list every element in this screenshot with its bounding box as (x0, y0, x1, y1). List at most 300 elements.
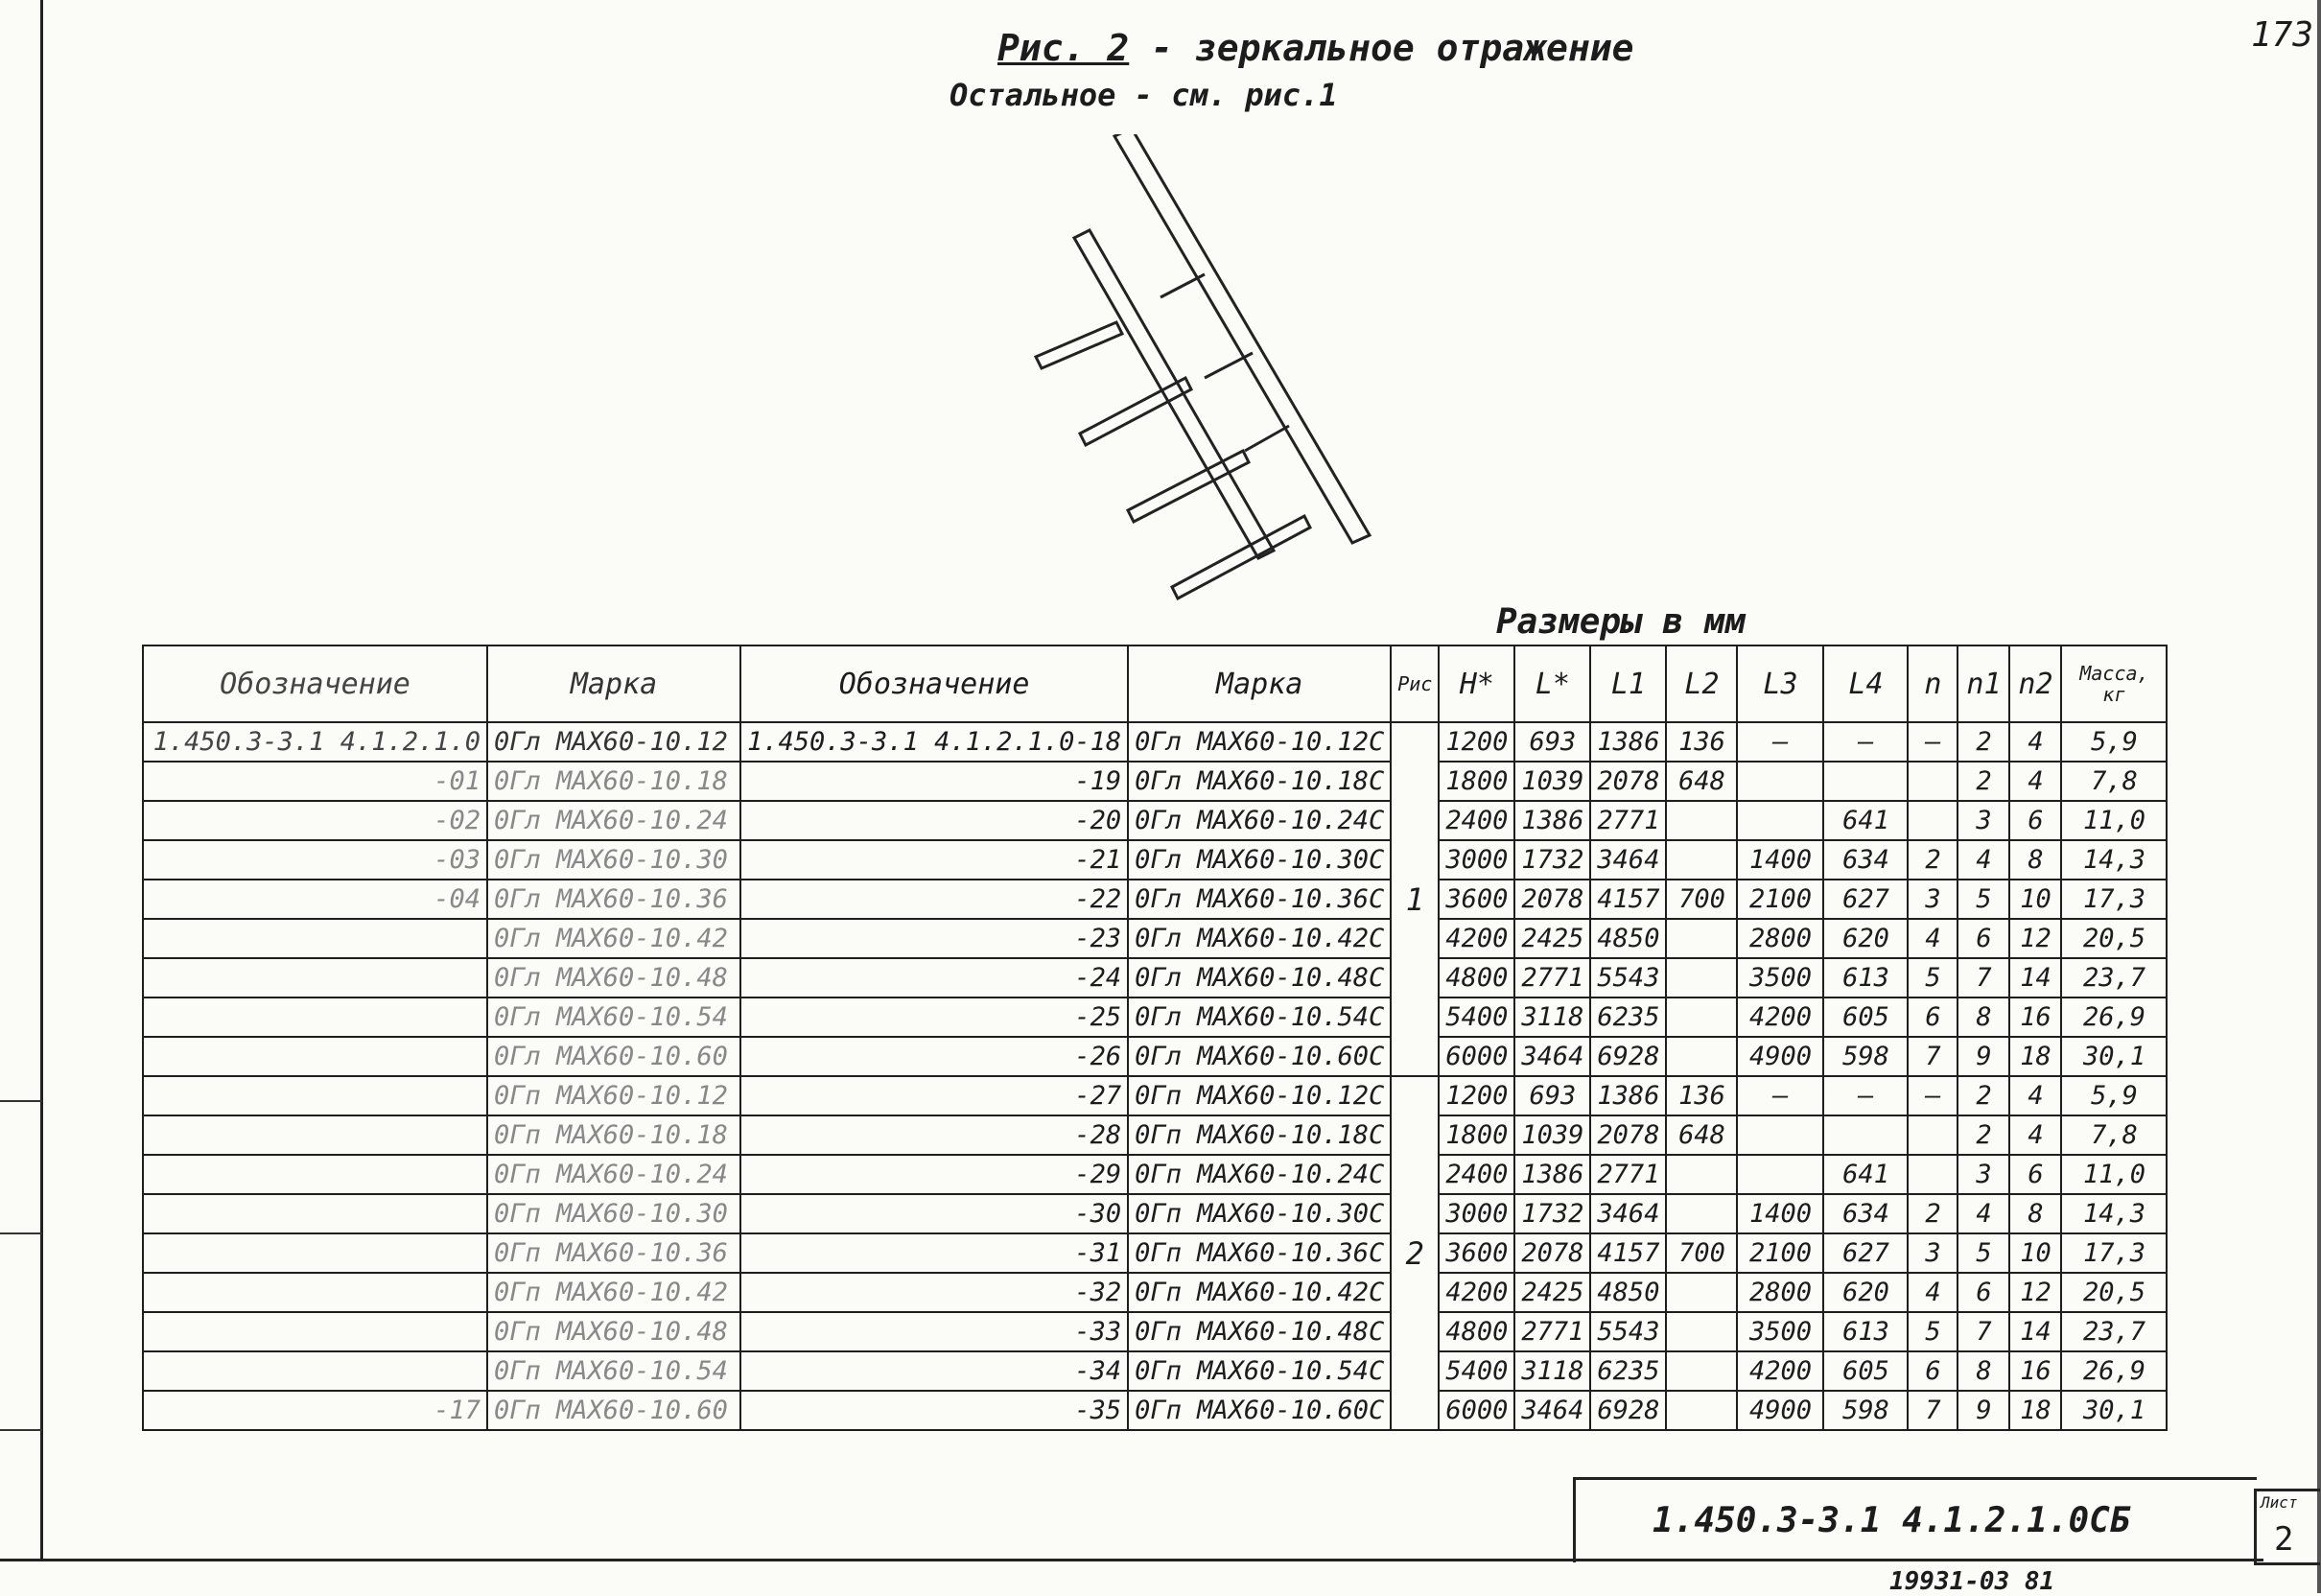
table-row (143, 1312, 2167, 1351)
ris-cell: 2 (1391, 1076, 1439, 1430)
table-cell: 4157 (1590, 1233, 1666, 1273)
table-cell: 0Гл МАХ60-10.60С (1128, 1037, 1391, 1076)
table-cell: 605 (1823, 1351, 1908, 1391)
table-cell: 0Гл МАХ60-10.36С (1128, 880, 1391, 919)
frame-tick (0, 1232, 42, 1234)
table-cell: 6000 (1439, 1391, 1514, 1430)
table-cell: 0Гп МАХ60-10.48С (1128, 1312, 1391, 1351)
col-header: n2 (2009, 645, 2061, 722)
table-cell: 5 (1958, 1233, 2009, 1273)
table-cell: -17 (143, 1391, 487, 1430)
table-cell (143, 1312, 487, 1351)
table-cell: 4850 (1590, 919, 1666, 958)
table-cell (1823, 762, 1908, 801)
table-cell: 7 (1908, 1037, 1958, 1076)
table-cell (1737, 1115, 1823, 1155)
table-cell: -35 (740, 1391, 1128, 1430)
table-cell: 641 (1823, 801, 1908, 840)
table-cell: 3464 (1514, 1037, 1590, 1076)
table-cell (1666, 1312, 1737, 1351)
table-cell (143, 1155, 487, 1194)
table-cell: 1200 (1439, 722, 1514, 762)
table-cell: 20,5 (2061, 1273, 2167, 1312)
table-cell: — (1823, 722, 1908, 762)
table-cell: 3464 (1590, 840, 1666, 880)
table-cell (1908, 1115, 1958, 1155)
table-cell: 0Гп МАХ60-10.42С (1128, 1273, 1391, 1312)
table-row (143, 958, 2167, 998)
table-cell: 1800 (1439, 762, 1514, 801)
table-cell: 20,5 (2061, 919, 2167, 958)
table-cell: 1400 (1737, 1194, 1823, 1233)
table-cell: 5 (1958, 880, 2009, 919)
table-cell: 3118 (1514, 998, 1590, 1037)
col-header: n1 (1958, 645, 2009, 722)
table-cell: 12 (2009, 919, 2061, 958)
table-cell: 2 (1958, 1076, 2009, 1115)
table-cell: 7,8 (2061, 1115, 2167, 1155)
table-cell: 4 (1958, 840, 2009, 880)
table-cell (143, 1351, 487, 1391)
table-cell: 1.450.3-3.1 4.1.2.1.0-18 (740, 722, 1128, 762)
col-header: H* (1439, 645, 1514, 722)
table-cell: 23,7 (2061, 958, 2167, 998)
ladder-cross (1245, 426, 1289, 451)
table-cell: 4 (1908, 919, 1958, 958)
table-cell (1823, 1115, 1908, 1155)
table-cell: 0Гп МАХ60-10.24С (1128, 1155, 1391, 1194)
table-cell: 6 (2009, 1155, 2061, 1194)
table-cell: 2425 (1514, 919, 1590, 958)
table-cell: 0Гл МАХ60-10.30 (487, 840, 740, 880)
table-cell: -22 (740, 880, 1128, 919)
table-cell: 648 (1666, 762, 1737, 801)
col-header: n (1908, 645, 1958, 722)
table-cell: 1039 (1514, 1115, 1590, 1155)
table-cell: 693 (1514, 722, 1590, 762)
table-cell: 3000 (1439, 1194, 1514, 1233)
table-cell: 0Гл МАХ60-10.42 (487, 919, 740, 958)
table-cell: 5400 (1439, 1351, 1514, 1391)
table-cell: 627 (1823, 1233, 1908, 1273)
table-cell (1908, 801, 1958, 840)
table-cell: — (1908, 722, 1958, 762)
table-cell: 7 (1958, 958, 2009, 998)
table-cell: 6 (2009, 801, 2061, 840)
table-cell: -04 (143, 880, 487, 919)
table-cell: 7,8 (2061, 762, 2167, 801)
col-header: Марка (1128, 645, 1391, 722)
table-cell: 5,9 (2061, 1076, 2167, 1115)
page-number: 173 (2250, 15, 2313, 55)
table-cell: 6000 (1439, 1037, 1514, 1076)
table-cell: 1.450.3-3.1 4.1.2.1.0 (143, 722, 487, 762)
table-cell: 4157 (1590, 880, 1666, 919)
table-row (143, 998, 2167, 1037)
table-cell (143, 1076, 487, 1115)
table-cell: 4850 (1590, 1273, 1666, 1312)
ladder-cross (1205, 353, 1253, 378)
table-cell: 4900 (1737, 1391, 1823, 1430)
table-cell: 18 (2009, 1037, 2061, 1076)
table-cell: 0Гл МАХ60-10.12 (487, 722, 740, 762)
table-cell (143, 1233, 487, 1273)
table-cell: 620 (1823, 1273, 1908, 1312)
frame-left-border (40, 0, 43, 1559)
table-cell: 0Гп МАХ60-10.24 (487, 1155, 740, 1194)
table-cell: 1200 (1439, 1076, 1514, 1115)
table-cell: 30,1 (2061, 1391, 2167, 1430)
table-cell: 14 (2009, 958, 2061, 998)
table-cell: -25 (740, 998, 1128, 1037)
table-cell (143, 958, 487, 998)
table-cell: -32 (740, 1273, 1128, 1312)
table-cell: 2100 (1737, 1233, 1823, 1273)
table-cell: 0Гл МАХ60-10.48С (1128, 958, 1391, 998)
table-cell: -21 (740, 840, 1128, 880)
table-cell: 641 (1823, 1155, 1908, 1194)
table-cell: 648 (1666, 1115, 1737, 1155)
figure-title-text: - зеркальное отражение (1129, 27, 1634, 69)
table-cell: 3 (1908, 1233, 1958, 1273)
table-cell: -31 (740, 1233, 1128, 1273)
table-cell: 1386 (1590, 722, 1666, 762)
table-cell: 2078 (1590, 762, 1666, 801)
table-cell: 598 (1823, 1037, 1908, 1076)
table-cell (1666, 1194, 1737, 1233)
table-cell (1666, 1273, 1737, 1312)
table-cell: -19 (740, 762, 1128, 801)
table-cell: -26 (740, 1037, 1128, 1076)
table-cell: 3500 (1737, 1312, 1823, 1351)
table-cell (1737, 801, 1823, 840)
table-cell: 613 (1823, 958, 1908, 998)
table-row (143, 1391, 2167, 1430)
table-row (143, 1037, 2167, 1076)
table-cell: 136 (1666, 1076, 1737, 1115)
table-cell: 0Гп МАХ60-10.60 (487, 1391, 740, 1430)
col-header: Рис (1391, 645, 1439, 722)
table-cell: 3 (1958, 1155, 2009, 1194)
table-cell: 5543 (1590, 1312, 1666, 1351)
table-cell (1666, 958, 1737, 998)
table-cell: 1386 (1514, 801, 1590, 840)
table-cell: -01 (143, 762, 487, 801)
figure-ref: Рис. 2 (997, 27, 1130, 69)
table-cell: 0Гл МАХ60-10.24С (1128, 801, 1391, 840)
table-cell: 0Гл МАХ60-10.18С (1128, 762, 1391, 801)
table-cell: 3500 (1737, 958, 1823, 998)
table-cell (143, 998, 487, 1037)
table-cell: 8 (1958, 1351, 2009, 1391)
table-cell: 2771 (1590, 801, 1666, 840)
table-cell: 4200 (1439, 919, 1514, 958)
table-cell (143, 1273, 487, 1312)
table-cell: 11,0 (2061, 801, 2167, 840)
col-header: L* (1514, 645, 1590, 722)
table-row (143, 1273, 2167, 1312)
table-cell: 2100 (1737, 880, 1823, 919)
ladder-rung (1036, 322, 1122, 368)
table-cell: 2 (1908, 840, 1958, 880)
table-cell: 3118 (1514, 1351, 1590, 1391)
document-code: 1.450.3-3.1 4.1.2.1.0СБ (1653, 1501, 2131, 1540)
table-cell: 3 (1908, 880, 1958, 919)
table-cell: 7 (1908, 1391, 1958, 1430)
sheet-box (2254, 1489, 2320, 1565)
table-cell: 6235 (1590, 1351, 1666, 1391)
col-header: L2 (1666, 645, 1737, 722)
table-cell: 627 (1823, 880, 1908, 919)
spec-table (142, 645, 2168, 1431)
table-cell: -02 (143, 801, 487, 840)
table-cell: 2 (1908, 1194, 1958, 1233)
table-cell: 0Гп МАХ60-10.54С (1128, 1351, 1391, 1391)
table-cell: 0Гл МАХ60-10.60 (487, 1037, 740, 1076)
table-cell: 2 (1958, 762, 2009, 801)
table-cell: -34 (740, 1351, 1128, 1391)
frame-tick (0, 1100, 42, 1102)
table-cell (143, 1115, 487, 1155)
table-row (143, 1194, 2167, 1233)
table-cell: 0Гп МАХ60-10.30С (1128, 1194, 1391, 1233)
col-header: Обозначение (740, 645, 1128, 722)
table-cell: 4200 (1737, 1351, 1823, 1391)
table-cell: 30,1 (2061, 1037, 2167, 1076)
title-block (1573, 1477, 2257, 1562)
table-cell: 23,7 (2061, 1312, 2167, 1351)
table-cell: -03 (143, 840, 487, 880)
table-cell: 0Гп МАХ60-10.36С (1128, 1233, 1391, 1273)
table-cell: 16 (2009, 1351, 2061, 1391)
table-cell: 1039 (1514, 762, 1590, 801)
table-cell: 0Гп МАХ60-10.12С (1128, 1076, 1391, 1115)
table-cell (143, 1194, 487, 1233)
ris-cell: 1 (1391, 722, 1439, 1076)
table-cell: 3600 (1439, 1233, 1514, 1273)
sheet-number: 2 (2274, 1520, 2294, 1559)
table-cell: 2400 (1439, 1155, 1514, 1194)
table-cell: 2771 (1514, 958, 1590, 998)
table-cell: 26,9 (2061, 1351, 2167, 1391)
table-cell: 18 (2009, 1391, 2061, 1430)
table-cell: 9 (1958, 1391, 2009, 1430)
table-cell (1666, 840, 1737, 880)
col-header: L3 (1737, 645, 1823, 722)
table-cell: 605 (1823, 998, 1908, 1037)
table-cell: 2425 (1514, 1273, 1590, 1312)
table-cell: 4800 (1439, 1312, 1514, 1351)
table-cell: 613 (1823, 1312, 1908, 1351)
table-cell (143, 1037, 487, 1076)
table-cell: 0Гл МАХ60-10.30С (1128, 840, 1391, 880)
table-row (143, 762, 2167, 801)
table-cell: 14,3 (2061, 840, 2167, 880)
table-cell: 0Гп МАХ60-10.48 (487, 1312, 740, 1351)
table-row (143, 801, 2167, 840)
table-row (143, 1233, 2167, 1273)
table-cell: 2771 (1590, 1155, 1666, 1194)
table-cell (1737, 762, 1823, 801)
table-row (143, 880, 2167, 919)
table-cell: 3600 (1439, 880, 1514, 919)
table-cell: 0Гл МАХ60-10.24 (487, 801, 740, 840)
table-cell (143, 919, 487, 958)
table-cell: -27 (740, 1076, 1128, 1115)
table-cell: 1400 (1737, 840, 1823, 880)
table-cell: 17,3 (2061, 880, 2167, 919)
figure-title (997, 27, 1633, 69)
table-cell: 634 (1823, 840, 1908, 880)
table-cell: 3 (1958, 801, 2009, 840)
table-cell: 1732 (1514, 840, 1590, 880)
table-row (143, 1155, 2167, 1194)
table-cell: 8 (2009, 1194, 2061, 1233)
table-cell: 6928 (1590, 1037, 1666, 1076)
table-cell: 10 (2009, 880, 2061, 919)
table-cell: — (1908, 1076, 1958, 1115)
table-cell: 2078 (1590, 1115, 1666, 1155)
table-cell: 14 (2009, 1312, 2061, 1351)
table-cell: 0Гп МАХ60-10.18С (1128, 1115, 1391, 1155)
table-cell: 10 (2009, 1233, 2061, 1273)
table-cell: — (1737, 1076, 1823, 1115)
table-cell: 9 (1958, 1037, 2009, 1076)
col-header: L1 (1590, 645, 1666, 722)
table-cell: 7 (1958, 1312, 2009, 1351)
table-cell: 5 (1908, 1312, 1958, 1351)
table-cell: 4 (1958, 1194, 2009, 1233)
table-cell (1666, 919, 1737, 958)
table-cell (1666, 1391, 1737, 1430)
table-cell: 0Гл МАХ60-10.36 (487, 880, 740, 919)
table-row (143, 919, 2167, 958)
table-cell: 4 (2009, 722, 2061, 762)
table-cell: 2 (1958, 1115, 2009, 1155)
table-cell: 4900 (1737, 1037, 1823, 1076)
ladder-drawing (1017, 134, 1381, 633)
table-cell: 1386 (1590, 1076, 1666, 1115)
table-cell: -28 (740, 1115, 1128, 1155)
table-cell: -20 (740, 801, 1128, 840)
table-cell: 2078 (1514, 880, 1590, 919)
table-cell (1666, 1351, 1737, 1391)
col-header: L4 (1823, 645, 1908, 722)
table-cell: 700 (1666, 1233, 1737, 1273)
table-cell: 620 (1823, 919, 1908, 958)
table-cell: 5 (1908, 958, 1958, 998)
table-cell: 2800 (1737, 919, 1823, 958)
ladder-rail-inner (1074, 230, 1274, 558)
table-cell: 4800 (1439, 958, 1514, 998)
table-cell: 3000 (1439, 840, 1514, 880)
table-cell: 0Гп МАХ60-10.18 (487, 1115, 740, 1155)
figure-subtitle: Остальное - см. рис.1 (950, 77, 1338, 113)
table-cell: 8 (1958, 998, 2009, 1037)
table-cell: 0Гл МАХ60-10.54С (1128, 998, 1391, 1037)
sheet-label: Лист (2261, 1493, 2298, 1512)
table-cell: 0Гп МАХ60-10.36 (487, 1233, 740, 1273)
table-cell: 634 (1823, 1194, 1908, 1233)
table-row (143, 1115, 2167, 1155)
table-cell: -24 (740, 958, 1128, 998)
table-cell (1908, 1155, 1958, 1194)
table-cell: -23 (740, 919, 1128, 958)
table-cell: 4 (1908, 1273, 1958, 1312)
table-row (143, 1076, 2167, 1115)
table-cell: 26,9 (2061, 998, 2167, 1037)
sizes-title: Размеры в мм (1496, 602, 1747, 642)
table-cell (1666, 998, 1737, 1037)
table-cell: -33 (740, 1312, 1128, 1351)
table-header-row (143, 645, 2167, 722)
table-cell: 1386 (1514, 1155, 1590, 1194)
table-cell: 6 (1958, 1273, 2009, 1312)
table-row (143, 1351, 2167, 1391)
table-cell: 4 (2009, 1115, 2061, 1155)
table-cell: 2800 (1737, 1273, 1823, 1312)
table-row (143, 840, 2167, 880)
table-cell: 3464 (1514, 1391, 1590, 1430)
table-cell: — (1823, 1076, 1908, 1115)
table-cell: 0Гп МАХ60-10.60С (1128, 1391, 1391, 1430)
table-cell (1737, 1155, 1823, 1194)
col-header: Масса, кг (2061, 645, 2167, 722)
table-cell: 0Гл МАХ60-10.12С (1128, 722, 1391, 762)
table-cell: 2 (1958, 722, 2009, 762)
table-cell: 693 (1514, 1076, 1590, 1115)
table-cell: 17,3 (2061, 1233, 2167, 1273)
table-cell: 6928 (1590, 1391, 1666, 1430)
table-cell: 0Гп МАХ60-10.54 (487, 1351, 740, 1391)
table-cell: 4 (2009, 1076, 2061, 1115)
table-cell: 6 (1908, 1351, 1958, 1391)
table-cell (1666, 1037, 1737, 1076)
table-cell (1666, 801, 1737, 840)
table-row (143, 722, 2167, 762)
table-cell (1666, 1155, 1737, 1194)
table-cell: 4200 (1737, 998, 1823, 1037)
table-cell: 0Гл МАХ60-10.54 (487, 998, 740, 1037)
table-cell: 6 (1958, 919, 2009, 958)
ladder-cross (1160, 274, 1205, 297)
col-header: Обозначение (143, 645, 487, 722)
table-cell (1908, 762, 1958, 801)
table-cell: 2078 (1514, 1233, 1590, 1273)
table-cell: 3464 (1590, 1194, 1666, 1233)
table-cell: 4200 (1439, 1273, 1514, 1312)
table-cell: 0Гл МАХ60-10.18 (487, 762, 740, 801)
table-cell: 700 (1666, 880, 1737, 919)
table-cell: 2771 (1514, 1312, 1590, 1351)
table-cell: 136 (1666, 722, 1737, 762)
table-cell: 6235 (1590, 998, 1666, 1037)
archive-number: 19931-03 81 (1889, 1567, 2055, 1596)
table-cell: 0Гл МАХ60-10.42С (1128, 919, 1391, 958)
table-cell: 0Гп МАХ60-10.30 (487, 1194, 740, 1233)
table-cell: 14,3 (2061, 1194, 2167, 1233)
table-cell: 4 (2009, 762, 2061, 801)
table-cell: 0Гп МАХ60-10.12 (487, 1076, 740, 1115)
table-cell: 11,0 (2061, 1155, 2167, 1194)
table-cell: 5543 (1590, 958, 1666, 998)
table-cell: 12 (2009, 1273, 2061, 1312)
table-cell: 8 (2009, 840, 2061, 880)
table-cell: 5400 (1439, 998, 1514, 1037)
table-cell: 0Гп МАХ60-10.42 (487, 1273, 740, 1312)
table-cell: 5,9 (2061, 722, 2167, 762)
table-cell: 6 (1908, 998, 1958, 1037)
